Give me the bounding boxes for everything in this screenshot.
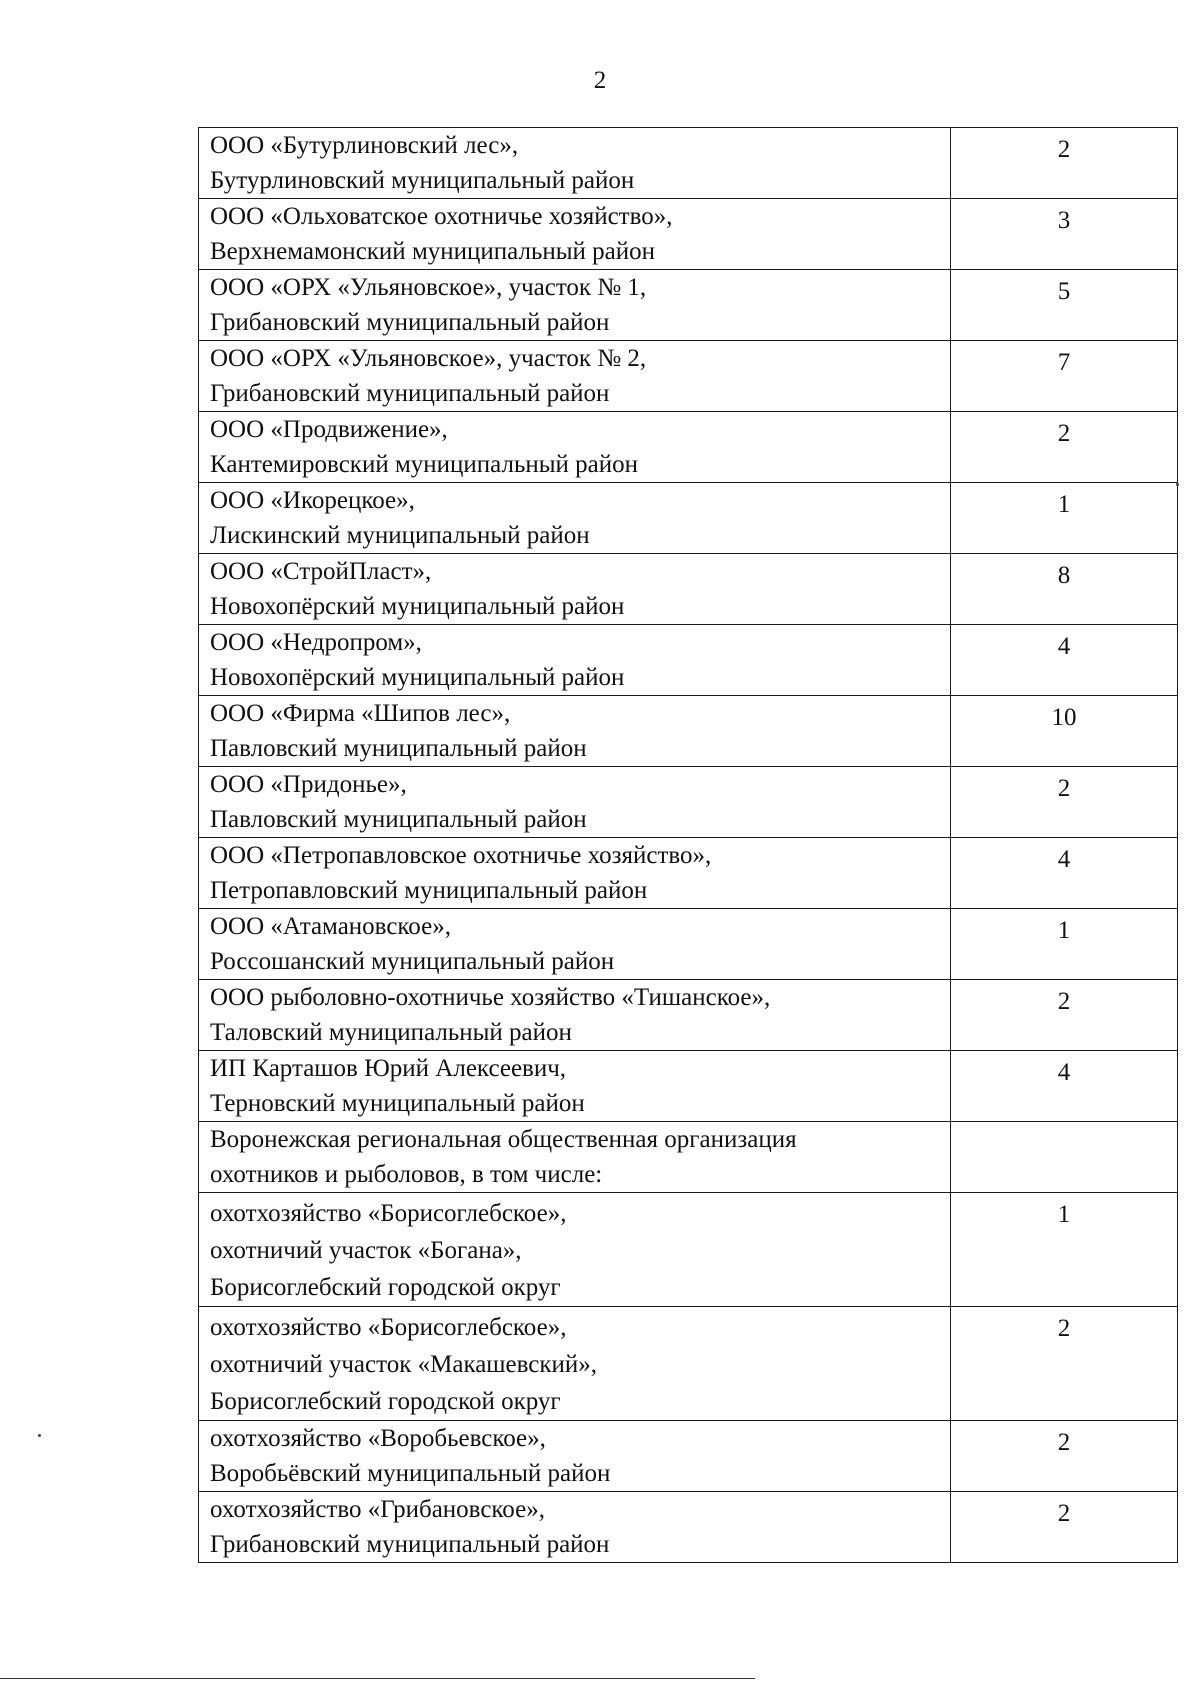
value-text: 1: [1057, 1201, 1071, 1228]
organization-name-continued: охотников и рыболовов, в том числе:: [210, 1161, 603, 1188]
value-cell: [951, 1307, 1178, 1421]
organization-name: охотхозяйство «Воробьевское»,: [210, 1425, 546, 1452]
organization-name: ООО «ОРХ «Ульяновское», участок № 2,: [210, 345, 647, 372]
value-cell: [951, 696, 1178, 767]
organization-name: ООО «Икорецкое»,: [210, 487, 415, 514]
value-cell: [951, 128, 1178, 199]
table-row: [199, 838, 1178, 909]
value-text: 2: [1057, 136, 1071, 163]
district-name: Лискинский муниципальный район: [210, 522, 590, 549]
value-text: 4: [1057, 1059, 1071, 1086]
organization-cell: [199, 199, 951, 270]
organization-cell: [199, 696, 951, 767]
organization-cell: [199, 1492, 951, 1563]
organization-name: ООО «Ольховатское охотничье хозяйство»,: [210, 203, 673, 230]
table-row-group-header: [199, 1122, 1178, 1193]
value-cell: [951, 1492, 1178, 1563]
organization-cell: [199, 128, 951, 199]
organization-cell: [199, 270, 951, 341]
organization-name: охотхозяйство «Борисоглебское»,: [210, 1314, 567, 1341]
organization-cell: [199, 1193, 951, 1307]
district-name: Таловский муниципальный район: [210, 1019, 572, 1046]
value-text: 2: [1057, 1500, 1071, 1527]
organization-name: ООО рыболовно-охотничье хозяйство «Тишанское»,: [210, 984, 771, 1011]
value-cell: [951, 625, 1178, 696]
district-name: Бутурлиновский муниципальный район: [210, 167, 635, 194]
table-row: [199, 199, 1178, 270]
value-text: 10: [1051, 704, 1077, 731]
allocation-table: [198, 127, 1178, 1563]
table-row: [199, 412, 1178, 483]
value-text: 7: [1057, 349, 1071, 376]
value-cell: [951, 1421, 1178, 1492]
value-text: 2: [1057, 988, 1071, 1015]
value-cell: [951, 270, 1178, 341]
district-name: Петропавловский муниципальный район: [210, 877, 648, 904]
district-name: Кантемировский муниципальный район: [210, 451, 639, 478]
value-text: 4: [1057, 633, 1071, 660]
district-name: Павловский муниципальный район: [210, 806, 587, 833]
organization-cell: [199, 1421, 951, 1492]
value-text: [951, 1122, 1177, 1126]
scan-speck: [1176, 483, 1179, 486]
table-row: [199, 1051, 1178, 1122]
value-text: 1: [1057, 491, 1071, 518]
district-name: Новохопёрский муниципальный район: [210, 593, 625, 620]
value-text: 2: [1057, 775, 1071, 802]
organization-name: ООО «СтройПласт»,: [210, 558, 432, 585]
organization-name: ООО «Придонье»,: [210, 771, 407, 798]
organization-cell: [199, 838, 951, 909]
value-cell: [951, 980, 1178, 1051]
district-name: Борисоглебский городской округ: [210, 1388, 561, 1415]
value-cell: [951, 1193, 1178, 1307]
district-name: Грибановский муниципальный район: [210, 309, 610, 336]
table-row: [199, 1193, 1178, 1307]
bottom-rule: [0, 1678, 755, 1679]
value-cell: [951, 1122, 1178, 1193]
hunting-area-name: охотничий участок «Богана»,: [210, 1237, 522, 1264]
organization-name: ООО «Петропавловское охотничье хозяйство»,: [210, 842, 712, 869]
value-cell: [951, 199, 1178, 270]
hunting-area-name: охотничий участок «Макашевский»,: [210, 1351, 598, 1378]
district-name: Грибановский муниципальный район: [210, 1531, 610, 1558]
organization-name: ИП Карташов Юрий Алексеевич,: [210, 1055, 567, 1082]
district-name: Россошанский муниципальный район: [210, 948, 615, 975]
value-cell: [951, 412, 1178, 483]
district-name: Павловский муниципальный район: [210, 735, 587, 762]
organization-cell: [199, 483, 951, 554]
organization-cell: [199, 554, 951, 625]
organization-cell: [199, 909, 951, 980]
district-name: Грибановский муниципальный район: [210, 380, 610, 407]
organization-name: ООО «Фирма «Шипов лес»,: [210, 700, 511, 727]
value-text: 1: [1057, 917, 1071, 944]
value-text: 4: [1057, 846, 1071, 873]
table-row: [199, 554, 1178, 625]
organization-name: охотхозяйство «Борисоглебское»,: [210, 1200, 567, 1227]
value-text: 3: [1057, 207, 1071, 234]
value-text: 2: [1057, 420, 1071, 447]
value-text: 8: [1057, 562, 1071, 589]
organization-cell: [199, 767, 951, 838]
value-cell: [951, 341, 1178, 412]
district-name: Борисоглебский городской округ: [210, 1274, 561, 1301]
value-cell: [951, 1051, 1178, 1122]
organization-name: ООО «Недропром»,: [210, 629, 422, 656]
page-number: 2: [593, 67, 607, 94]
table-row: [199, 696, 1178, 767]
table-row: [199, 270, 1178, 341]
organization-cell: [199, 412, 951, 483]
value-cell: [951, 909, 1178, 980]
value-text: 5: [1057, 278, 1071, 305]
table-row: [199, 128, 1178, 199]
organization-cell: [199, 980, 951, 1051]
value-cell: [951, 483, 1178, 554]
organization-name: охотхозяйство «Грибановское»,: [210, 1496, 545, 1523]
table-row: [199, 767, 1178, 838]
organization-cell: [199, 625, 951, 696]
scan-speck: [38, 1434, 41, 1437]
value-cell: [951, 767, 1178, 838]
value-cell: [951, 554, 1178, 625]
district-name: Терновский муниципальный район: [210, 1090, 585, 1117]
table-row: [199, 1492, 1178, 1563]
table-row: [199, 909, 1178, 980]
organization-cell: [199, 1051, 951, 1122]
organization-name: ООО «Бутурлиновский лес»,: [210, 132, 519, 159]
organization-name: ООО «Продвижение»,: [210, 416, 448, 443]
table-row: [199, 341, 1178, 412]
organization-cell: [199, 341, 951, 412]
organization-name: ООО «Атамановское»,: [210, 913, 451, 940]
table-row: [199, 980, 1178, 1051]
table-row: [199, 625, 1178, 696]
value-text: 2: [1057, 1429, 1071, 1456]
table-row: [199, 1307, 1178, 1421]
organization-name: ООО «ОРХ «Ульяновское», участок № 1,: [210, 274, 647, 301]
table-row: [199, 483, 1178, 554]
table-row: [199, 1421, 1178, 1492]
value-text: 2: [1057, 1315, 1071, 1342]
organization-name: Воронежская региональная общественная организация: [210, 1126, 797, 1153]
district-name: Воробьёвский муниципальный район: [210, 1460, 611, 1487]
district-name: Верхнемамонский муниципальный район: [210, 238, 656, 265]
value-cell: [951, 838, 1178, 909]
organization-cell: [199, 1307, 951, 1421]
organization-cell: [199, 1122, 951, 1193]
district-name: Новохопёрский муниципальный район: [210, 664, 625, 691]
